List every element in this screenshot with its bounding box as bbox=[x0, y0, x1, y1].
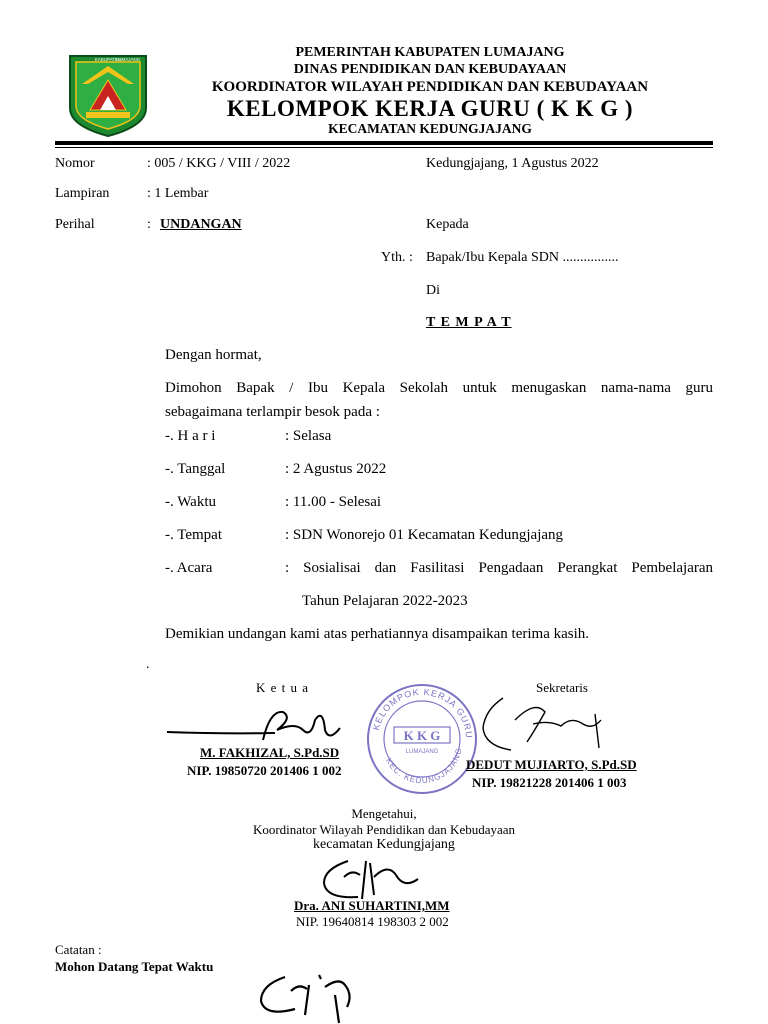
kecamatan-label: kecamatan Kedungjajang bbox=[313, 837, 455, 852]
lampiran-value: : 1 Lembar bbox=[147, 186, 209, 201]
sekretaris-nip: NIP. 19821228 201406 1 003 bbox=[472, 775, 627, 790]
perihal-value: UNDANGAN bbox=[160, 217, 242, 232]
lumajang-regency-emblem-icon bbox=[66, 52, 150, 138]
ketua-signature-icon bbox=[165, 700, 345, 750]
sekretaris-title: Sekretaris bbox=[536, 680, 588, 695]
closing-text: Demikian undangan kami atas perhatiannya disampaikan terima kasih. bbox=[165, 626, 590, 642]
recipient: Bapak/Ibu Kepala SDN ................ bbox=[426, 250, 619, 265]
korwil-name: Dra. ANI SUHARTINI,MM bbox=[294, 898, 450, 913]
detail-value-waktu: : 11.00 - Selesai bbox=[285, 494, 382, 510]
tempat-label: T E M P A T bbox=[426, 315, 512, 330]
nomor-value: : 005 / KKG / VIII / 2022 bbox=[147, 156, 291, 171]
detail-value-acara: : Sosialisai dan Fasilitasi Pengadaan Perangkat Pembelajaran bbox=[285, 560, 713, 576]
logo-top-text-2: LUMAJANG bbox=[115, 57, 141, 62]
kkg-stamp-icon bbox=[364, 681, 480, 797]
stamp-ring-text: KELOMPOK KERJA GURU bbox=[370, 686, 475, 740]
header-line-2: DINAS PENDIDIKAN DAN KEBUDAYAAN bbox=[293, 62, 567, 77]
header-title: KELOMPOK KERJA GURU ( K K G ) bbox=[226, 96, 634, 121]
mengetahui-label: Mengetahui, bbox=[351, 806, 417, 821]
detail-label-tanggal: -. Tanggal bbox=[165, 461, 226, 477]
detail-label-hari: -. H a r i bbox=[165, 428, 216, 444]
kepada-label: Kepada bbox=[426, 217, 469, 232]
perihal-label: Perihal bbox=[55, 217, 95, 232]
perihal-colon: : bbox=[147, 217, 151, 232]
stamp-center-text: K K G bbox=[403, 728, 441, 743]
detail-label-waktu: -. Waktu bbox=[165, 494, 217, 510]
detail-value-tempat: : SDN Wonorejo 01 Kecamatan Kedungjajang bbox=[285, 527, 564, 543]
header-rule-thin bbox=[55, 147, 713, 148]
stamp-bottom-text: KEC. KEDUNGJAJANG bbox=[383, 746, 464, 786]
detail-value-hari: : Selasa bbox=[285, 428, 332, 444]
greeting: Dengan hormat, bbox=[165, 347, 262, 363]
note-text: Mohon Datang Tepat Waktu bbox=[55, 959, 214, 974]
bottom-signature-icon bbox=[255, 965, 365, 1024]
korwil-label: Koordinator Wilayah Pendidikan dan Kebudayaan bbox=[252, 822, 516, 837]
sekretaris-signature-icon bbox=[475, 690, 615, 760]
sekretaris-name: DEDUT MUJIARTO, S.Pd.SD bbox=[466, 757, 637, 772]
ketua-name: M. FAKHIZAL, S.Pd.SD bbox=[200, 745, 340, 760]
di-label: Di bbox=[426, 283, 440, 298]
header-rule-thick bbox=[55, 141, 713, 145]
acara-line-2: Tahun Pelajaran 2022-2023 bbox=[302, 593, 468, 609]
nomor-label: Nomor bbox=[55, 156, 95, 171]
header-line-3: KOORDINATOR WILAYAH PENDIDIKAN DAN KEBUDAYAAN bbox=[211, 79, 649, 95]
lampiran-label: Lampiran bbox=[55, 186, 110, 201]
header-line-1: PEMERINTAH KABUPATEN LUMAJANG bbox=[295, 45, 565, 60]
note-label: Catatan : bbox=[55, 942, 102, 957]
ketua-title: K e t u a bbox=[256, 680, 310, 695]
detail-value-tanggal: : 2 Agustus 2022 bbox=[285, 461, 387, 477]
letter-date: Kedungjajang, 1 Agustus 2022 bbox=[426, 156, 599, 171]
intro-line-2: sebagaimana terlampir besok pada : bbox=[165, 404, 380, 420]
yth-label: Yth. : bbox=[381, 250, 413, 265]
detail-label-tempat: -. Tempat bbox=[165, 527, 222, 543]
detail-label-acara: -. Acara bbox=[165, 560, 213, 576]
intro-line-1: Dimohon Bapak / Ibu Kepala Sekolah untuk menugaskan nama-nama guru bbox=[165, 380, 713, 396]
logo-top-text: KABUPATEN bbox=[94, 57, 122, 62]
stray-dot: . bbox=[146, 657, 150, 672]
korwil-nip: NIP. 19640814 198303 2 002 bbox=[296, 914, 449, 929]
ketua-nip: NIP. 19850720 201406 1 002 bbox=[187, 763, 342, 778]
stamp-sub-text: LUMAJANG bbox=[405, 749, 439, 755]
header-line-5: KECAMATAN KEDUNGJAJANG bbox=[328, 121, 532, 136]
